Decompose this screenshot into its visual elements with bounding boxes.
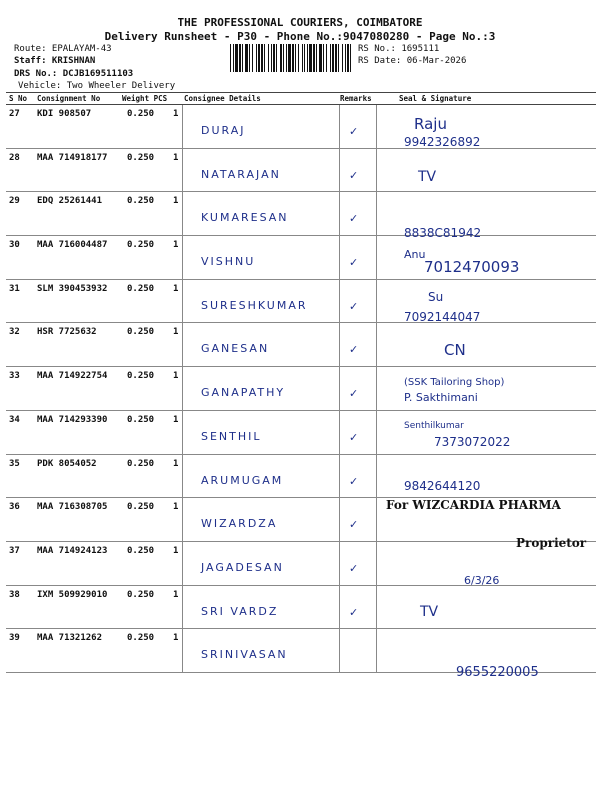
row-pcs: 1: [173, 283, 179, 294]
company-stamp: For WIZCARDIA PHARMA: [386, 498, 561, 512]
column-divider: [182, 192, 183, 235]
row-consignment: HSR 7725632: [37, 327, 97, 338]
signature-area: [404, 159, 594, 193]
row-weight: 0.250: [127, 240, 155, 251]
signature-area: [404, 465, 594, 499]
column-divider: [182, 149, 183, 192]
table-row: [6, 367, 596, 411]
consignee-name: SRINIVASAN: [201, 648, 288, 662]
remark-check-icon: ✓: [349, 605, 359, 619]
row-pcs: 1: [173, 414, 179, 425]
row-pcs: 1: [173, 327, 179, 338]
row-sno: 28: [9, 152, 20, 163]
column-divider: [182, 498, 183, 541]
row-sno: 37: [9, 545, 20, 556]
signature-area: [404, 333, 594, 367]
row-sno: 39: [9, 633, 20, 644]
remark-check-icon: ✓: [349, 168, 359, 182]
signature-area: [404, 639, 594, 681]
table-row: [6, 280, 596, 324]
stamp-proprietor: Proprietor: [516, 536, 587, 550]
row-pcs: 1: [173, 589, 179, 600]
column-divider: [376, 542, 377, 585]
row-sno: 30: [9, 240, 20, 251]
signature-area: [404, 202, 594, 241]
column-divider: [339, 323, 340, 366]
remark-check-icon: ✓: [349, 518, 359, 532]
row-consignment: SLM 390453932: [37, 283, 108, 294]
signature-phone: P. Sakthimani: [404, 391, 478, 405]
row-pcs: 1: [173, 152, 179, 163]
col-seal-signature: Seal & Signature: [399, 94, 472, 103]
column-divider: [182, 280, 183, 323]
column-divider: [339, 149, 340, 192]
rs-date: RS Date: 06-Mar-2026: [358, 56, 467, 66]
column-divider: [376, 367, 377, 410]
consignee-name: VISHNU: [201, 255, 256, 269]
column-divider: [182, 586, 183, 629]
col-consignee: Consignee Details: [184, 94, 261, 103]
table-row: [6, 149, 596, 193]
signature-phone: 9655220005: [456, 665, 539, 681]
row-consignment: KDI 908507: [37, 109, 92, 119]
column-divider: [182, 629, 183, 672]
column-divider: [376, 629, 377, 672]
consignee-name: SENTHIL: [201, 429, 262, 443]
row-sno: 38: [9, 589, 20, 600]
column-divider: [376, 149, 377, 192]
signature-text: CN: [444, 341, 466, 360]
row-pcs: 1: [173, 196, 179, 207]
row-weight: 0.250: [127, 327, 155, 338]
column-divider: [339, 498, 340, 541]
row-weight: 0.250: [127, 283, 155, 294]
column-divider: [182, 542, 183, 585]
column-divider: [339, 105, 340, 148]
rs-number: RS No.: 1695111: [358, 44, 440, 54]
signature-phone: 6/3/26: [464, 573, 500, 587]
consignee-name: SRI VARDZ: [201, 604, 279, 618]
row-pcs: 1: [173, 502, 179, 513]
header-rule-top: [6, 92, 596, 93]
table-row: [6, 323, 596, 367]
row-weight: 0.250: [127, 545, 155, 556]
consignee-name: DURAJ: [201, 124, 246, 137]
drs-number: DRS No.: DCJB169511103: [14, 69, 134, 79]
row-pcs: 1: [173, 109, 179, 119]
consignee-name: NATARAJAN: [201, 167, 281, 181]
row-consignment: MAA 714918177: [37, 152, 108, 163]
row-sno: 29: [9, 196, 20, 207]
row-sno: 34: [9, 414, 20, 425]
consignee-name: GANESAN: [201, 342, 270, 356]
col-consignment: Consignment No: [37, 94, 101, 103]
signature-phone: 9842644120: [404, 478, 481, 493]
column-divider: [376, 586, 377, 629]
row-consignment: PDK 8054052: [37, 458, 97, 469]
row-consignment: EDQ 25261441: [37, 196, 103, 207]
signature-text: TV: [420, 603, 439, 620]
row-weight: 0.250: [127, 414, 155, 425]
signature-area: [404, 290, 594, 324]
col-remarks: Remarks: [340, 94, 372, 103]
signature-text: Su: [428, 289, 444, 304]
signature-area: [404, 596, 594, 630]
row-sno: 33: [9, 371, 20, 382]
row-weight: 0.250: [127, 196, 155, 207]
table-row: [6, 455, 596, 499]
row-weight: 0.250: [127, 589, 155, 600]
row-weight: 0.250: [127, 371, 155, 382]
signature-phone: 9942326892: [404, 135, 481, 149]
row-weight: 0.250: [127, 152, 155, 163]
remark-check-icon: ✓: [349, 299, 359, 313]
signature-phone: 7092144047: [404, 309, 481, 324]
signature-text: Raju: [414, 115, 447, 133]
column-divider: [339, 280, 340, 323]
column-divider: [376, 280, 377, 323]
table-row: [6, 629, 596, 681]
row-sno: 32: [9, 327, 20, 338]
col-weight-pcs: Weight PCS: [122, 94, 168, 103]
remark-check-icon: ✓: [349, 561, 359, 575]
remark-check-icon: ✓: [349, 212, 359, 226]
table-row: [6, 586, 596, 630]
row-pcs: 1: [173, 458, 179, 469]
column-divider: [339, 367, 340, 410]
row-pcs: 1: [173, 545, 179, 556]
column-divider: [376, 236, 377, 279]
signature-area: [404, 377, 594, 411]
consignee-name: KUMARESAN: [201, 211, 289, 225]
signature-text: Anu: [404, 248, 426, 262]
signature-text: TV: [418, 168, 437, 185]
runsheet-subtitle: Delivery Runsheet - P30 - Phone No.:9047080280 - Page No.:3: [104, 30, 496, 43]
column-divider: [376, 411, 377, 454]
staff-label: Staff: KRISHNAN: [14, 56, 96, 66]
row-pcs: 1: [173, 371, 179, 382]
column-divider: [339, 629, 340, 672]
table-row: [6, 192, 596, 241]
delivery-table: [6, 105, 596, 681]
column-divider: [376, 105, 377, 148]
column-divider: [376, 498, 377, 541]
remark-check-icon: ✓: [349, 256, 359, 270]
route-label: Route: EPALAYAM-43: [14, 44, 112, 54]
table-row: [6, 542, 596, 586]
row-weight: 0.250: [127, 633, 155, 644]
consignee-name: SURESHKUMAR: [201, 298, 308, 312]
table-row: [6, 236, 596, 280]
signature-area: [404, 552, 594, 586]
signature-text: Senthilkumar: [404, 420, 464, 431]
remark-check-icon: ✓: [349, 430, 359, 444]
vehicle-label: Vehicle: Two Wheeler Delivery: [18, 81, 176, 91]
column-divider: [339, 455, 340, 498]
column-divider: [182, 105, 183, 148]
row-consignment: MAA 716004487: [37, 240, 108, 251]
table-row: [6, 411, 596, 455]
row-sno: 27: [9, 109, 20, 119]
column-divider: [339, 542, 340, 585]
row-weight: 0.250: [127, 458, 155, 469]
signature-phone: 7373072022: [434, 434, 511, 449]
row-weight: 0.250: [127, 502, 155, 513]
consignee-name: GANAPATHY: [201, 386, 286, 400]
column-divider: [339, 586, 340, 629]
row-consignment: MAA 71321262: [37, 633, 103, 644]
row-sno: 35: [9, 458, 20, 469]
column-divider: [339, 192, 340, 235]
company-title: THE PROFESSIONAL COURIERS, COIMBATORE: [177, 16, 423, 29]
column-divider: [339, 236, 340, 279]
remark-check-icon: ✓: [349, 474, 359, 488]
column-divider: [376, 323, 377, 366]
row-consignment: MAA 716308705: [37, 502, 108, 513]
signature-text: (SSK Tailoring Shop): [404, 377, 505, 389]
row-consignment: IXM 509929010: [37, 589, 108, 600]
column-divider: [339, 411, 340, 454]
remark-check-icon: ✓: [349, 387, 359, 401]
row-pcs: 1: [173, 240, 179, 251]
consignee-name: WIZARDZA: [201, 517, 278, 531]
row-consignment: MAA 714293390: [37, 414, 108, 425]
consignee-name: JAGADESAN: [201, 560, 284, 574]
consignee-name: ARUMUGAM: [201, 473, 284, 487]
signature-area: [404, 246, 594, 280]
row-pcs: 1: [173, 633, 179, 644]
row-sno: 36: [9, 502, 20, 513]
column-divider: [182, 236, 183, 279]
column-divider: [182, 455, 183, 498]
row-consignment: MAA 714924123: [37, 545, 108, 556]
row-sno: 31: [9, 283, 20, 294]
column-divider: [376, 455, 377, 498]
barcode-icon: [228, 44, 356, 72]
row-consignment: MAA 714922754: [37, 371, 108, 382]
remark-check-icon: ✓: [349, 343, 359, 357]
column-divider: [182, 323, 183, 366]
remark-check-icon: ✓: [349, 125, 359, 138]
column-divider: [182, 411, 183, 454]
table-row: [6, 105, 596, 149]
column-divider: [376, 192, 377, 235]
col-sno: S No: [9, 94, 28, 103]
signature-area: [404, 115, 594, 149]
signature-phone: 7012470093: [424, 258, 520, 277]
row-weight: 0.250: [127, 109, 155, 119]
signature-phone: 8838C81942: [404, 226, 482, 241]
signature-area: [404, 421, 594, 455]
column-divider: [182, 367, 183, 410]
